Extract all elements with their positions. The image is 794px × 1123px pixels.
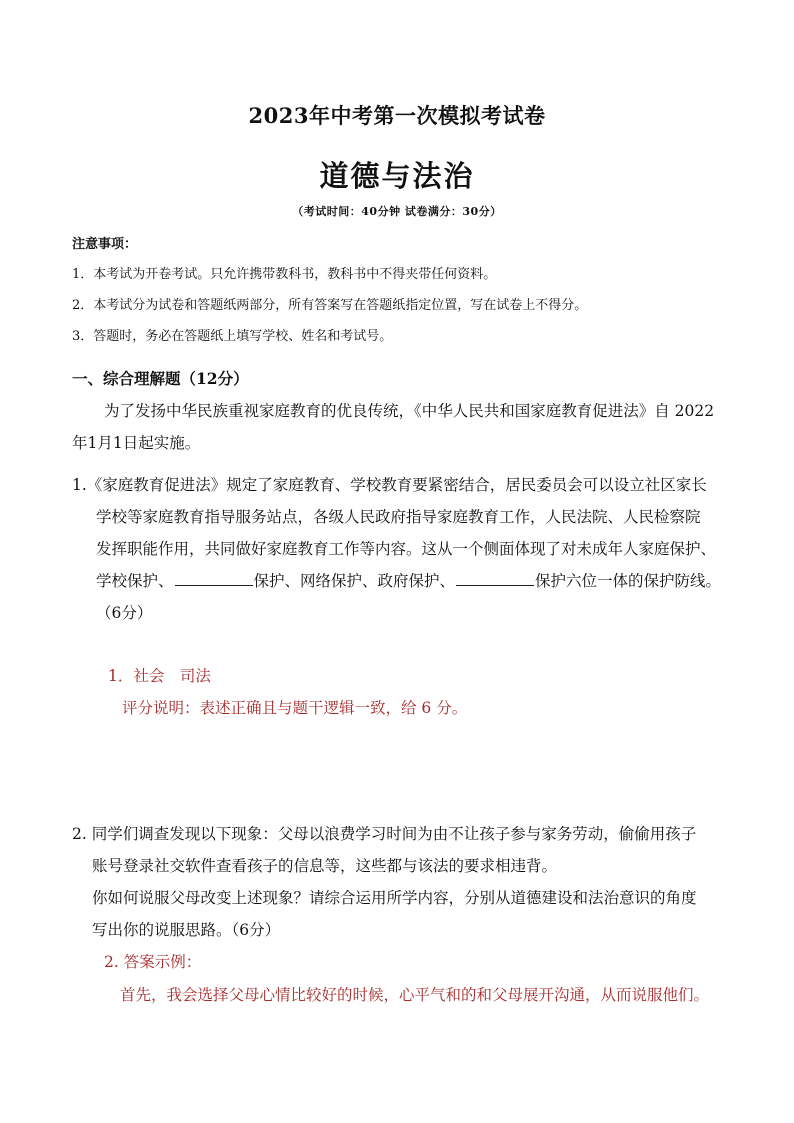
exam-info: （考试时间：40分钟 试卷满分：30分） [292, 205, 502, 218]
answer-blank-1 [175, 571, 253, 586]
notice-item-1: 1．本考试为开卷考试。只允许携带教科书，教科书中不得夹带任何资料。 [72, 267, 497, 282]
q2-line2: 账号登录社交软件查看孩子的信息等，这些都与该法的要求相违背。 [92, 857, 558, 875]
q1-answer: 1．社会 司法 [108, 667, 211, 685]
notice-heading: 注意事项： [72, 237, 138, 252]
q1-score: （6分） [96, 604, 153, 622]
q1-line1: 1.《家庭教育促进法》规定了家庭教育、学校教育要紧密结合，居民委员会可以设立社区家长 [72, 476, 707, 494]
answer-blank-2 [456, 571, 534, 586]
q1-line4-part-b: 保护、网络保护、政府保护、 [253, 572, 456, 590]
notice-item-2: 2．本考试分为试卷和答题纸两部分，所有答案写在答题纸指定位置，写在试卷上不得分。 [72, 298, 588, 313]
q2-answer-text: 首先，我会选择父母心情比较好的时候，心平气和的和父母展开沟通，从而说服他们。 [120, 986, 710, 1004]
q1-line3: 发挥职能作用，共同做好家庭教育工作等内容。这从一个侧面体现了对未成年人家庭保护、 [96, 540, 717, 558]
q1-line4 [96, 569, 721, 591]
q2-line3: 你如何说服父母改变上述现象？请综合运用所学内容，分别从道德建设和法治意识的角度 [92, 889, 697, 907]
q1-grading: 评分说明：表述正确且与题干逻辑一致，给 6 分。 [122, 699, 468, 717]
section-intro-line1: 为了发扬中华民族重视家庭教育的优良传统，《中华人民共和国家庭教育促进法》自 2022 [104, 402, 715, 420]
q2-line4: 写出你的说服思路。（6分） [92, 921, 281, 939]
q1-line4-part-a: 学校保护、 [96, 572, 174, 590]
exam-title: 2023年中考第一次模拟考试卷 [248, 103, 546, 128]
q2-answer-label: 2. 答案示例： [104, 953, 202, 971]
section-intro-line2: 年1月1日起实施。 [72, 434, 201, 452]
q2-line1: 2. 同学们调查发现以下现象：父母以浪费学习时间为由不让孩子参与家务劳动，偷偷用孩子 [72, 825, 697, 843]
subject-title: 道德与法治 [319, 159, 475, 193]
q1-line2: 学校等家庭教育指导服务站点，各级人民政府指导家庭教育工作，人民法院、人民检察院 [96, 508, 701, 526]
notice-item-3: 3．答题时，务必在答题纸上填写学校、姓名和考试号。 [72, 329, 393, 344]
q1-line4-part-c: 保护六位一体的保护防线。 [535, 572, 722, 590]
section-heading: 一、综合理解题（12分） [72, 369, 249, 388]
